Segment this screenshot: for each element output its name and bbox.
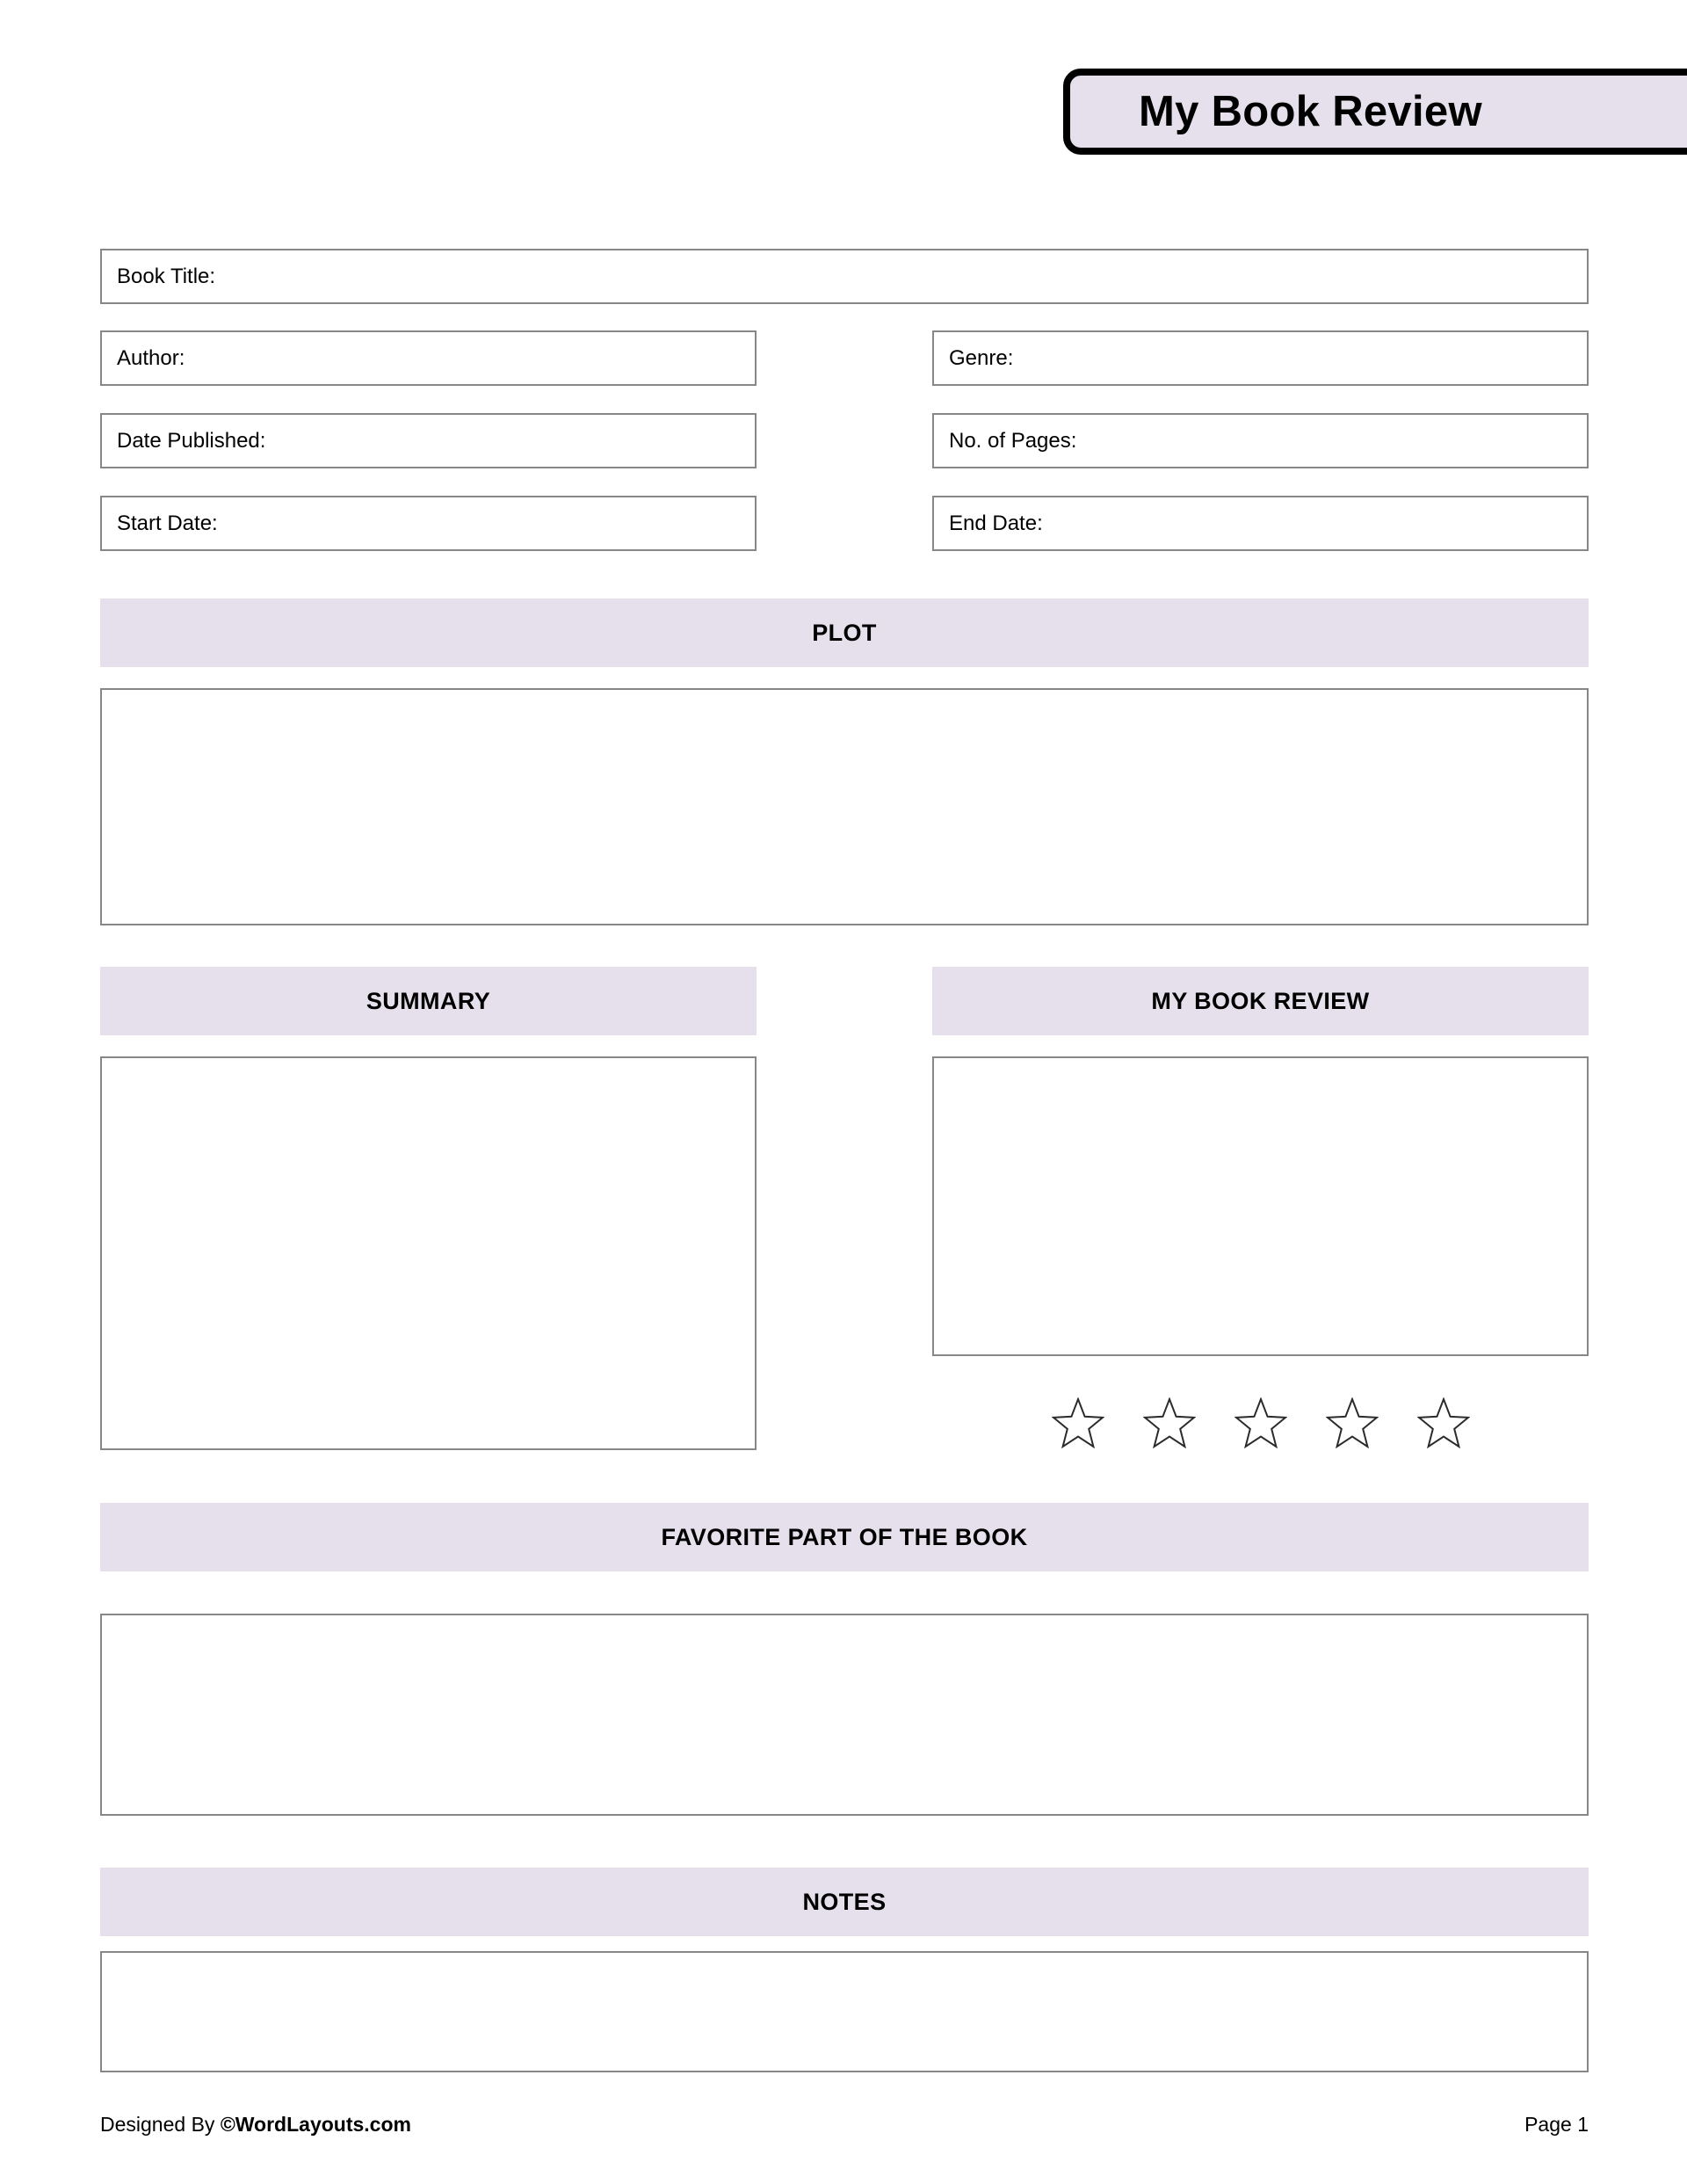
start-end-date-row	[100, 496, 1589, 551]
star-outline-icon[interactable]	[1052, 1397, 1104, 1448]
my-book-review-heading-bar	[932, 967, 1589, 1035]
star-outline-icon[interactable]	[1417, 1397, 1470, 1448]
star-outline-icon[interactable]	[1234, 1397, 1287, 1448]
summary-heading-bar	[100, 967, 757, 1035]
date-published-label: Date Published:	[117, 428, 266, 453]
book-title-label: Book Title:	[117, 264, 216, 288]
date-published-pages-row	[100, 413, 1589, 468]
favorite-part-answer-area	[100, 1614, 1589, 1816]
summary-textarea[interactable]	[100, 1056, 757, 1450]
title-banner	[1063, 69, 1687, 155]
page-title: My Book Review	[1139, 88, 1482, 135]
wordlayouts-brand: ©WordLayouts.com	[220, 2113, 411, 2136]
star-outline-icon[interactable]	[1326, 1397, 1379, 1448]
genre-label: Genre:	[949, 345, 1014, 370]
page-number: Page 1	[1524, 2113, 1589, 2136]
no-of-pages-label: No. of Pages:	[949, 428, 1077, 453]
summary-review-areas	[100, 1056, 1589, 1450]
author-label: Author:	[117, 345, 185, 370]
my-book-review-textarea[interactable]	[932, 1056, 1589, 1356]
summary-heading: SUMMARY	[366, 987, 491, 1014]
my-book-review-heading: MY BOOK REVIEW	[1151, 987, 1370, 1014]
plot-heading: PLOT	[812, 619, 877, 646]
notes-heading-bar	[100, 1868, 1589, 1936]
end-date-field[interactable]	[932, 496, 1589, 551]
favorite-part-section-header	[100, 1503, 1589, 1571]
star-outline-icon[interactable]	[1143, 1397, 1196, 1448]
notes-answer-area	[100, 1951, 1589, 2072]
no-of-pages-field[interactable]	[932, 413, 1589, 468]
review-with-rating	[932, 1056, 1589, 1448]
summary-review-headers	[100, 967, 1589, 1035]
author-field[interactable]	[100, 330, 757, 386]
favorite-part-heading: FAVORITE PART OF THE BOOK	[661, 1523, 1028, 1550]
start-date-label: Start Date:	[117, 511, 218, 535]
plot-textarea[interactable]	[100, 688, 1589, 925]
designed-by-credit	[100, 2113, 411, 2137]
plot-answer-area	[100, 688, 1589, 925]
plot-heading-bar	[100, 599, 1589, 667]
book-title-field[interactable]	[100, 249, 1589, 304]
star-rating[interactable]	[932, 1397, 1589, 1448]
start-date-field[interactable]	[100, 496, 757, 551]
genre-field[interactable]	[932, 330, 1589, 386]
date-published-field[interactable]	[100, 413, 757, 468]
favorite-part-heading-bar	[100, 1503, 1589, 1571]
notes-section-header	[100, 1868, 1589, 1936]
author-genre-row	[100, 330, 1589, 386]
notes-heading: NOTES	[802, 1888, 887, 1915]
book-title-row	[100, 249, 1589, 304]
page-footer	[100, 2113, 1589, 2137]
end-date-label: End Date:	[949, 511, 1043, 535]
favorite-part-textarea[interactable]	[100, 1614, 1589, 1816]
notes-textarea[interactable]	[100, 1951, 1589, 2072]
designed-by-prefix: Designed By	[100, 2113, 221, 2136]
plot-section-header	[100, 599, 1589, 667]
